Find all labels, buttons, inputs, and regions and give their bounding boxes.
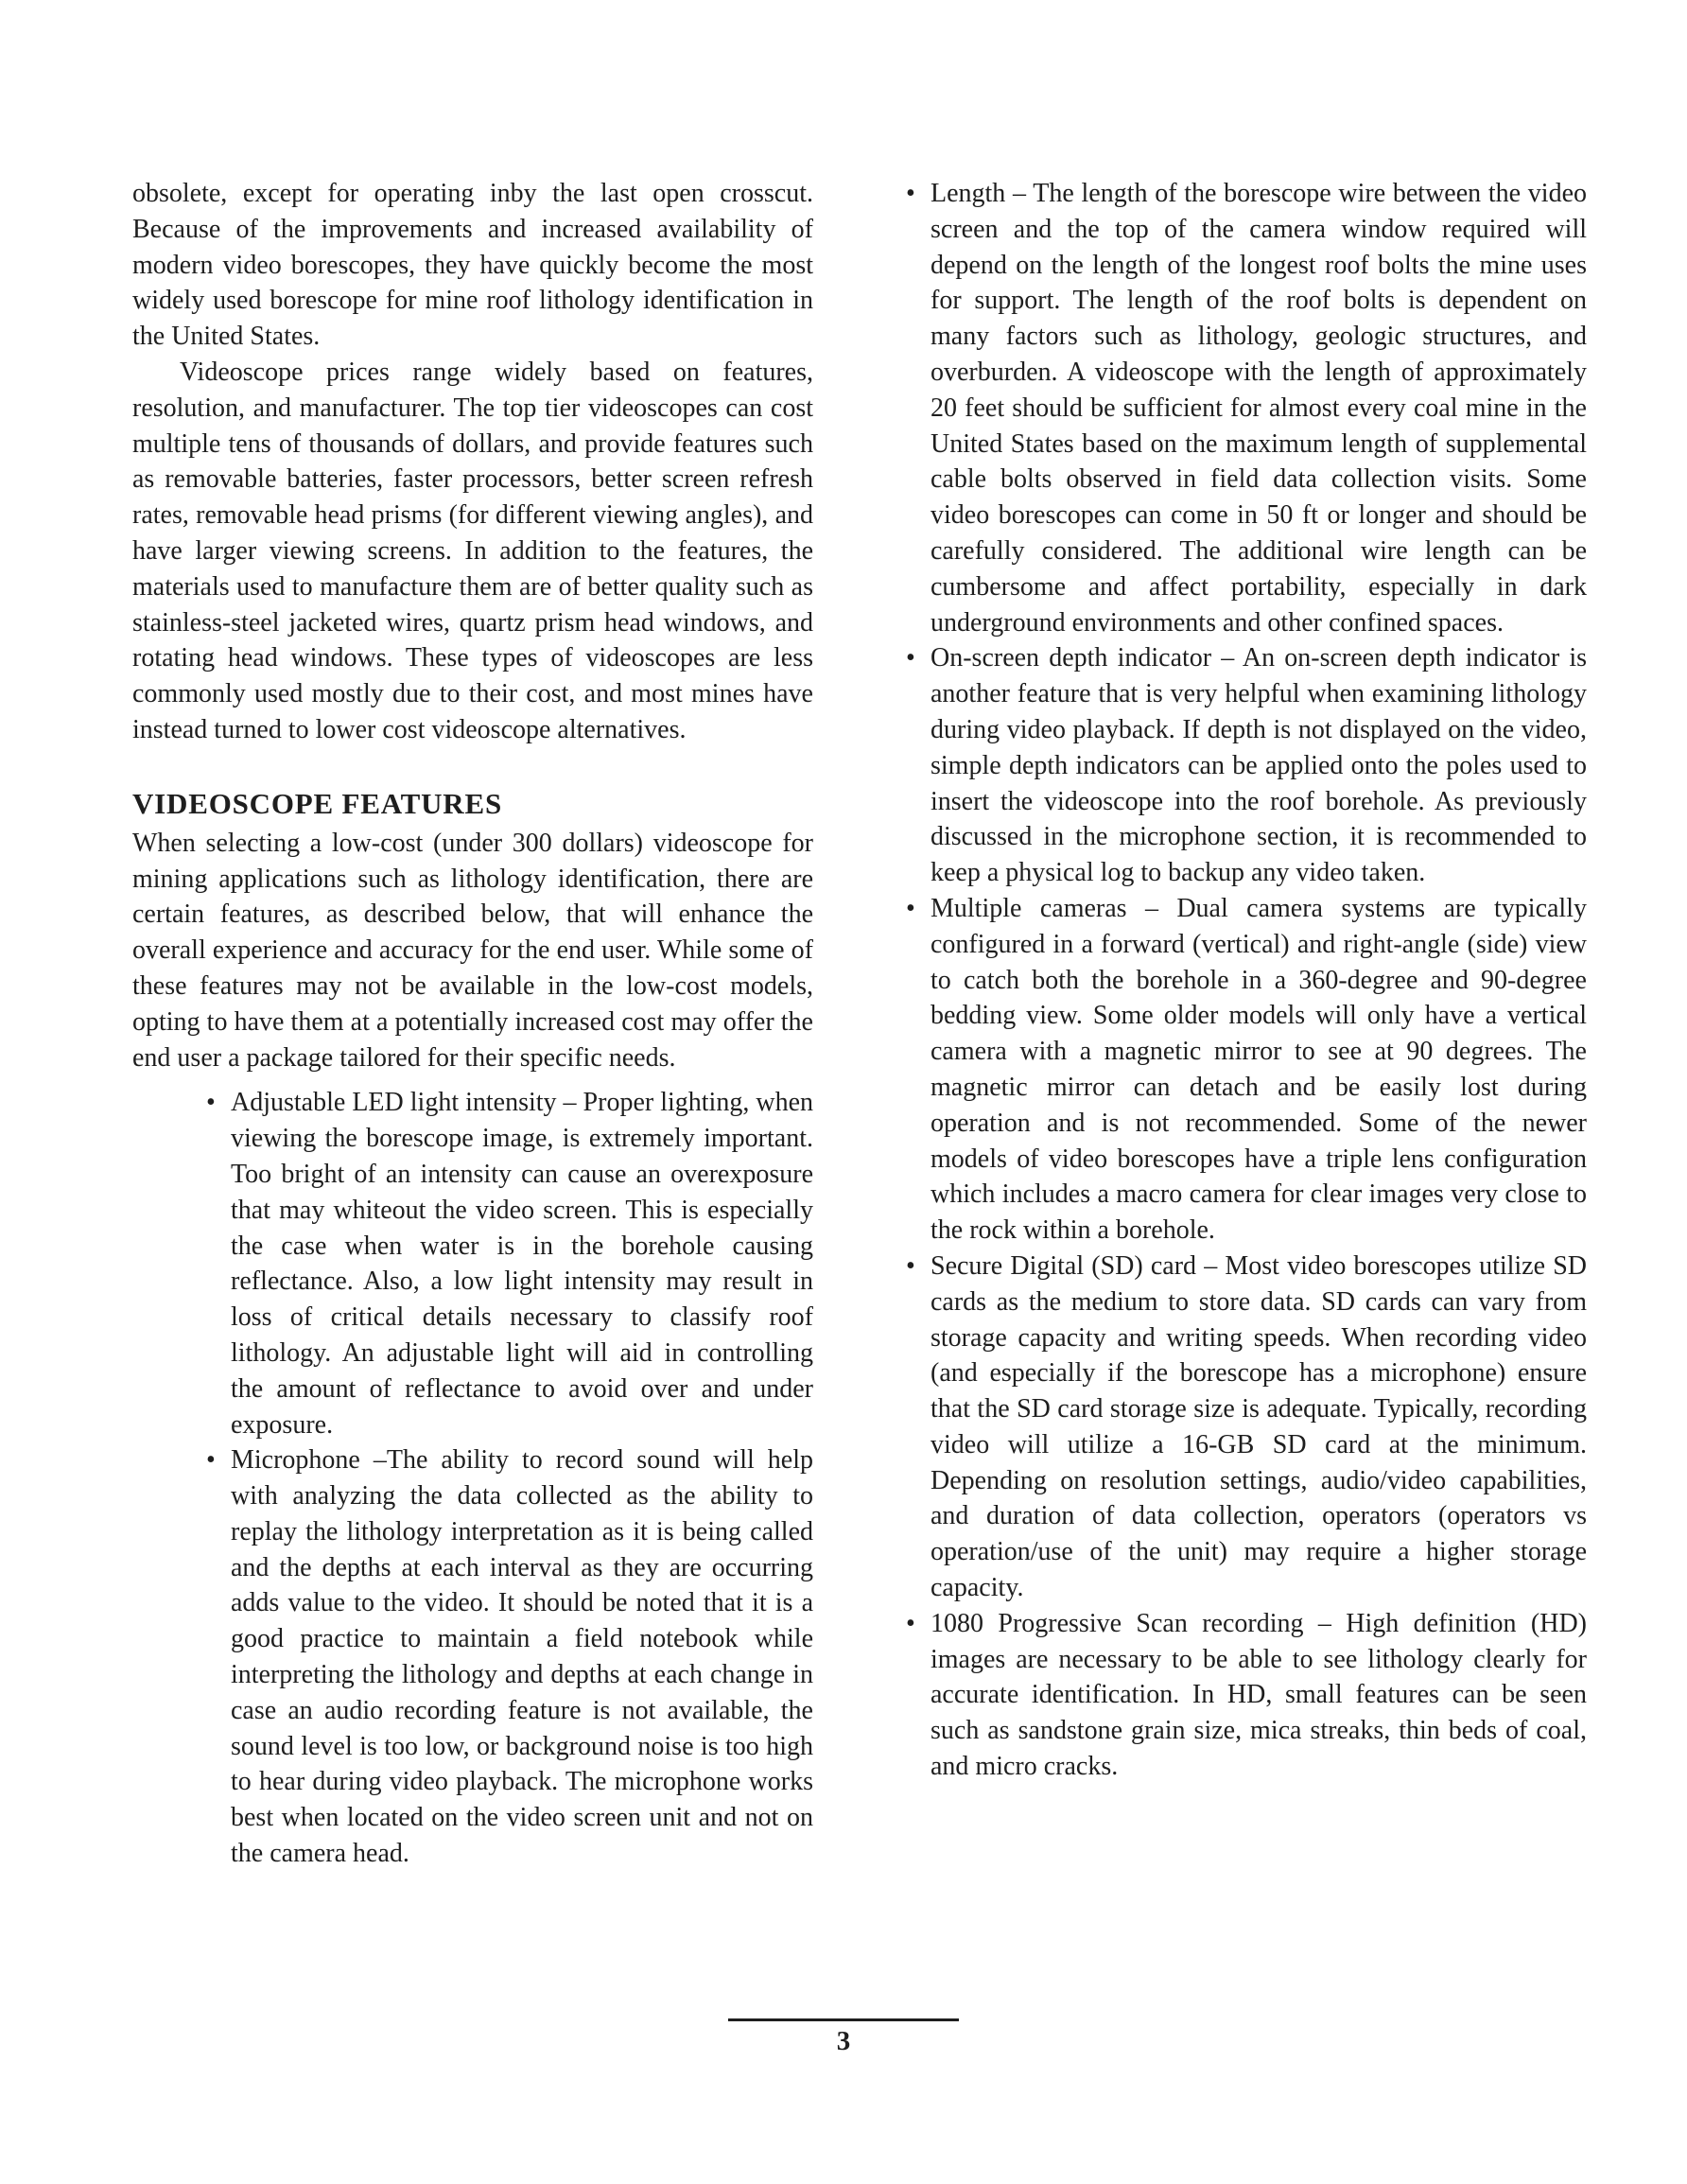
list-item-text: Multiple cameras – Dual camera systems are typically configured in a forward (vertical) and right-angle (side) view to catch both the borehole in a 360-degree and 90-degree bedding view. Some older models will only have a vertical camera with a magnetic mirror to see at 90 degrees. The magnetic mirror can detach and be easily lost during operation and is not recommended. Some of the newer models of video borescopes have a triple lens configuration which includes a macro camera for clear images very close to the rock within a borehole. bbox=[930, 893, 1587, 1246]
list-item bbox=[206, 1442, 813, 1872]
paragraph: Videoscope prices range widely based on features, resolution, and manufacturer. The top tier videoscopes can cost multiple tens of thousands of dollars, and provide features such as removable batteries, faster processors, better screen refresh rates, removable head prisms (for different viewing angles), and have larger viewing screens. In addition to the features, the materials used to manufacture them are of better quality such as stainless-steel jacketed wires, quartz prism head windows, and rotating head windows. These types of videoscopes are less commonly used mostly due to their cost, and most mines have instead turned to lower cost videoscope alternatives. bbox=[132, 357, 813, 744]
list-item bbox=[906, 891, 1587, 1249]
list-item-text: 1080 Progressive Scan recording – High definition (HD) images are necessary to be able to see lithology clearly for accurate identification. In HD, small features can be seen such as sandstone grain size, mica streaks, thin beds of coal, and micro cracks. bbox=[930, 1608, 1587, 1782]
bullet-icon: • bbox=[206, 1445, 216, 1476]
list-item bbox=[906, 640, 1587, 891]
list-item-text: On-screen depth indicator – An on-screen depth indicator is another feature that is very helpful when examining lithology during video playback. If depth is not displayed on the video, simple depth indicators can be applied onto the poles used to insert the videoscope into the roof borehole. As previously discussed in the microphone section, it is recommended to keep a physical log to backup any video taken. bbox=[930, 643, 1587, 888]
bullet-icon: • bbox=[906, 179, 915, 208]
list-item bbox=[906, 1249, 1587, 1606]
paragraph: obsolete, except for operating inby the last open crosscut. Because of the improvements and increased availability of modern video borescopes, they have quickly become the most widely used borescope for mine roof lithology identification in the United States. bbox=[132, 179, 813, 352]
feature-list bbox=[206, 1085, 813, 1872]
list-item bbox=[206, 1085, 813, 1442]
page-number: 3 bbox=[836, 2026, 851, 2056]
list-item-text: Secure Digital (SD) card – Most video borescopes utilize SD cards as the medium to store data. SD cards can vary from storage capacity and writing speeds. When recording video (and especially if the borescope has a microphone) ensure that the SD card storage size is adequate. Typically, recording video will utilize a 16-GB SD card at the minimum. Depending on resolution settings, audio/video capabilities, and duration of data collection, operators (operators vs operation/use of the unit) may require a higher storage capacity. bbox=[930, 1250, 1587, 1603]
feature-list bbox=[906, 176, 1587, 1785]
list-item bbox=[906, 1606, 1587, 1785]
paragraph: When selecting a low-cost (under 300 dollars) videoscope for mining applications such as lithology identification, there are certain features, as described below, that will enhance the overall experience and accuracy for the end user. While some of these features may not be available in the low-cost models, opting to have them at a potentially increased cost may offer the end user a package tailored for their specific needs. bbox=[132, 828, 813, 1073]
list-item-text: Adjustable LED light intensity – Proper lighting, when viewing the borescope image, is extremely important. Too bright of an intensity can cause an overexposure that may whiteout the video screen. This is especially the case when water is in the borehole causing reflectance. Also, a low light intensity may result in loss of critical details necessary to classify roof lithology. An adjustable light will aid in controlling the amount of reflectance to avoid over and under exposure. bbox=[231, 1088, 813, 1440]
footer-rule bbox=[728, 2018, 959, 2021]
bullet-icon: • bbox=[206, 1088, 216, 1118]
left-column bbox=[132, 176, 813, 1872]
list-item bbox=[906, 176, 1587, 640]
section-heading: VIDEOSCOPE FEATURES bbox=[132, 786, 502, 820]
right-column bbox=[906, 176, 1587, 1785]
bullet-icon: • bbox=[906, 1608, 915, 1638]
bullet-icon: • bbox=[906, 1250, 915, 1281]
bullet-icon: • bbox=[906, 643, 915, 673]
list-item-text: Microphone –The ability to record sound will help with analyzing the data collected as the ability to replay the lithology interpretation as it is being called and the depths at each interval as they are occurring adds value to the video. It should be noted that it is a good practice to maintain a field notebook while interpreting the lithology and depths at each change in case an audio recording feature is not available, the sound level is too low, or background noise is too high to hear during video playback. The microphone works best when located on the video screen unit and not on the camera head. bbox=[231, 1445, 813, 1869]
bullet-icon: • bbox=[906, 893, 915, 923]
list-item-text: Length – The length of the borescope wire between the video screen and the top of the camera window required will depend on the length of the longest roof bolts the mine uses for support. The length of the roof bolts is dependent on many factors such as lithology, geologic structures, and overburden. A videoscope with the length of approximately 20 feet should be sufficient for almost every coal mine in the United States based on the maximum length of supplemental cable bolts observed in field data collection visits. Some video borescopes can come in 50 ft or longer and should be carefully considered. The additional wire length can be cumbersome and affect portability, especially in dark underground environments and other confined spaces. bbox=[930, 179, 1587, 638]
